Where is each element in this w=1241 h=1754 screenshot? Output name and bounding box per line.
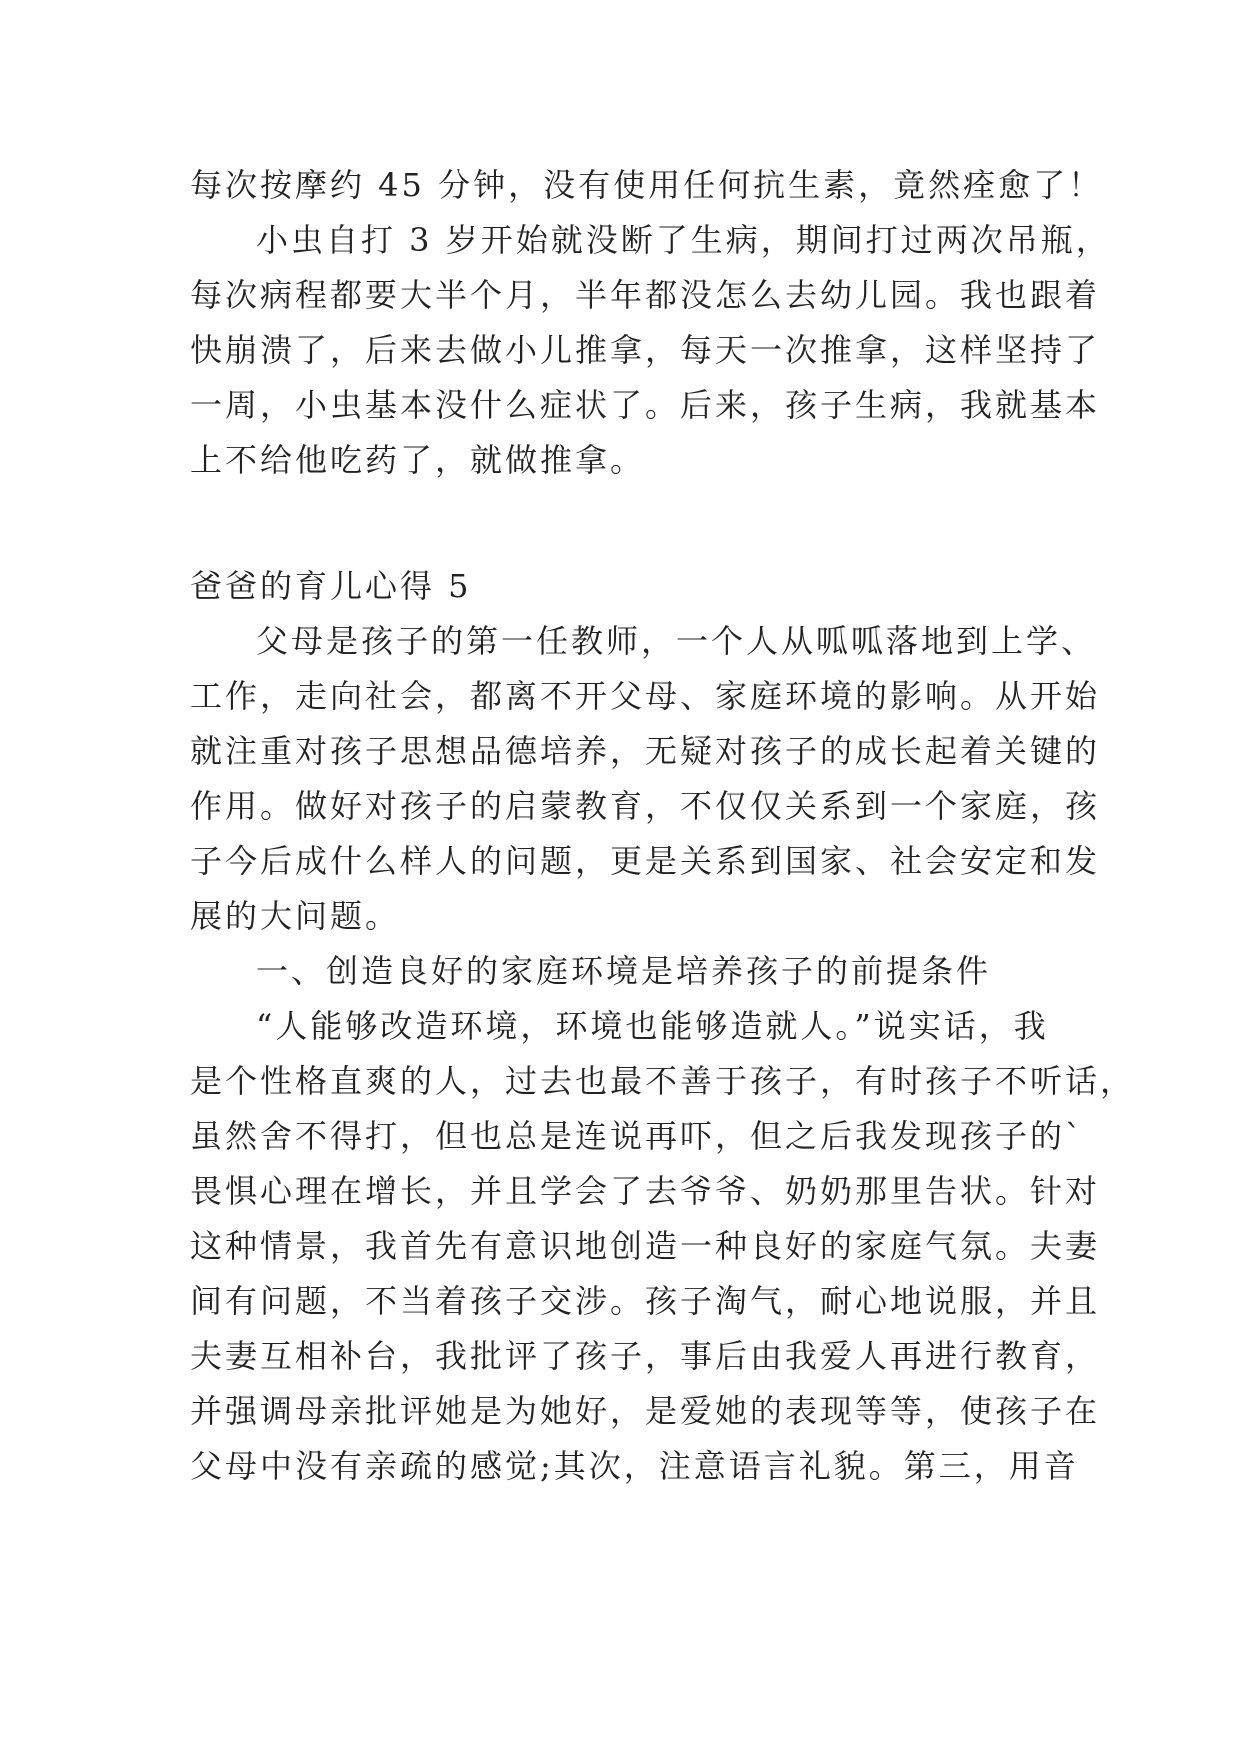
subheading-line: 一、创造良好的家庭环境是培养孩子的前提条件 <box>256 952 992 990</box>
body-line: 工作，走向社会，都离不开父母、家庭环境的影响。从开始 <box>190 677 1101 715</box>
body-line: 父母是孩子的第一任教师，一个人从呱呱落地到上学、 <box>256 622 1097 660</box>
body-line: 作用。做好对孩子的启蒙教育，不仅仅关系到一个家庭，孩 <box>190 787 1101 825</box>
body-line: 就注重对孩子思想品德培养，无疑对孩子的成长起着关键的 <box>190 732 1101 770</box>
body-line: 畏惧心理在增长，并且学会了去爷爷、奶奶那里告状。针对 <box>190 1172 1101 1210</box>
body-line: 每次按摩约 45 分钟，没有使用任何抗生素，竟然痊愈了！ <box>190 166 1104 204</box>
body-line: 间有问题，不当着孩子交涉。孩子淘气，耐心地说服，并且 <box>190 1282 1101 1320</box>
body-line: 展的大问题。 <box>190 897 401 935</box>
body-line: 父母中没有亲疏的感觉;其次，注意语言礼貌。第三，用音 <box>190 1447 1079 1485</box>
body-line: 这种情景，我首先有意识地创造一种良好的家庭气氛。夫妻 <box>190 1227 1101 1265</box>
body-line: 一周，小虫基本没什么症状了。后来，孩子生病，我就基本 <box>190 386 1101 424</box>
body-line: 子今后成什么样人的问题，更是关系到国家、社会安定和发 <box>190 842 1101 880</box>
body-line: 夫妻互相补台，我批评了孩子，事后由我爱人再进行教育， <box>190 1337 1101 1375</box>
body-line: 虽然舍不得打，但也总是连说再吓，但之后我发现孩子的` <box>190 1117 1085 1155</box>
body-line: 快崩溃了，后来去做小儿推拿，每天一次推拿，这样坚持了 <box>190 331 1101 369</box>
body-line: 小虫自打 3 岁开始就没断了生病，期间打过两次吊瓶， <box>256 221 1111 259</box>
body-line: 是个性格直爽的人，过去也最不善于孩子，有时孩子不听话， <box>190 1062 1136 1100</box>
section-heading: 爸爸的育儿心得 5 <box>190 567 472 605</box>
body-line: 每次病程都要大半个月，半年都没怎么去幼儿园。我也跟着 <box>190 276 1101 314</box>
body-line: 并强调母亲批评她是为她好，是爱她的表现等等，使孩子在 <box>190 1392 1101 1430</box>
body-line: 上不给他吃药了，就做推拿。 <box>190 441 646 479</box>
body-line: “人能够改造环境，环境也能够造就人。”说实话，我 <box>256 1007 1049 1045</box>
